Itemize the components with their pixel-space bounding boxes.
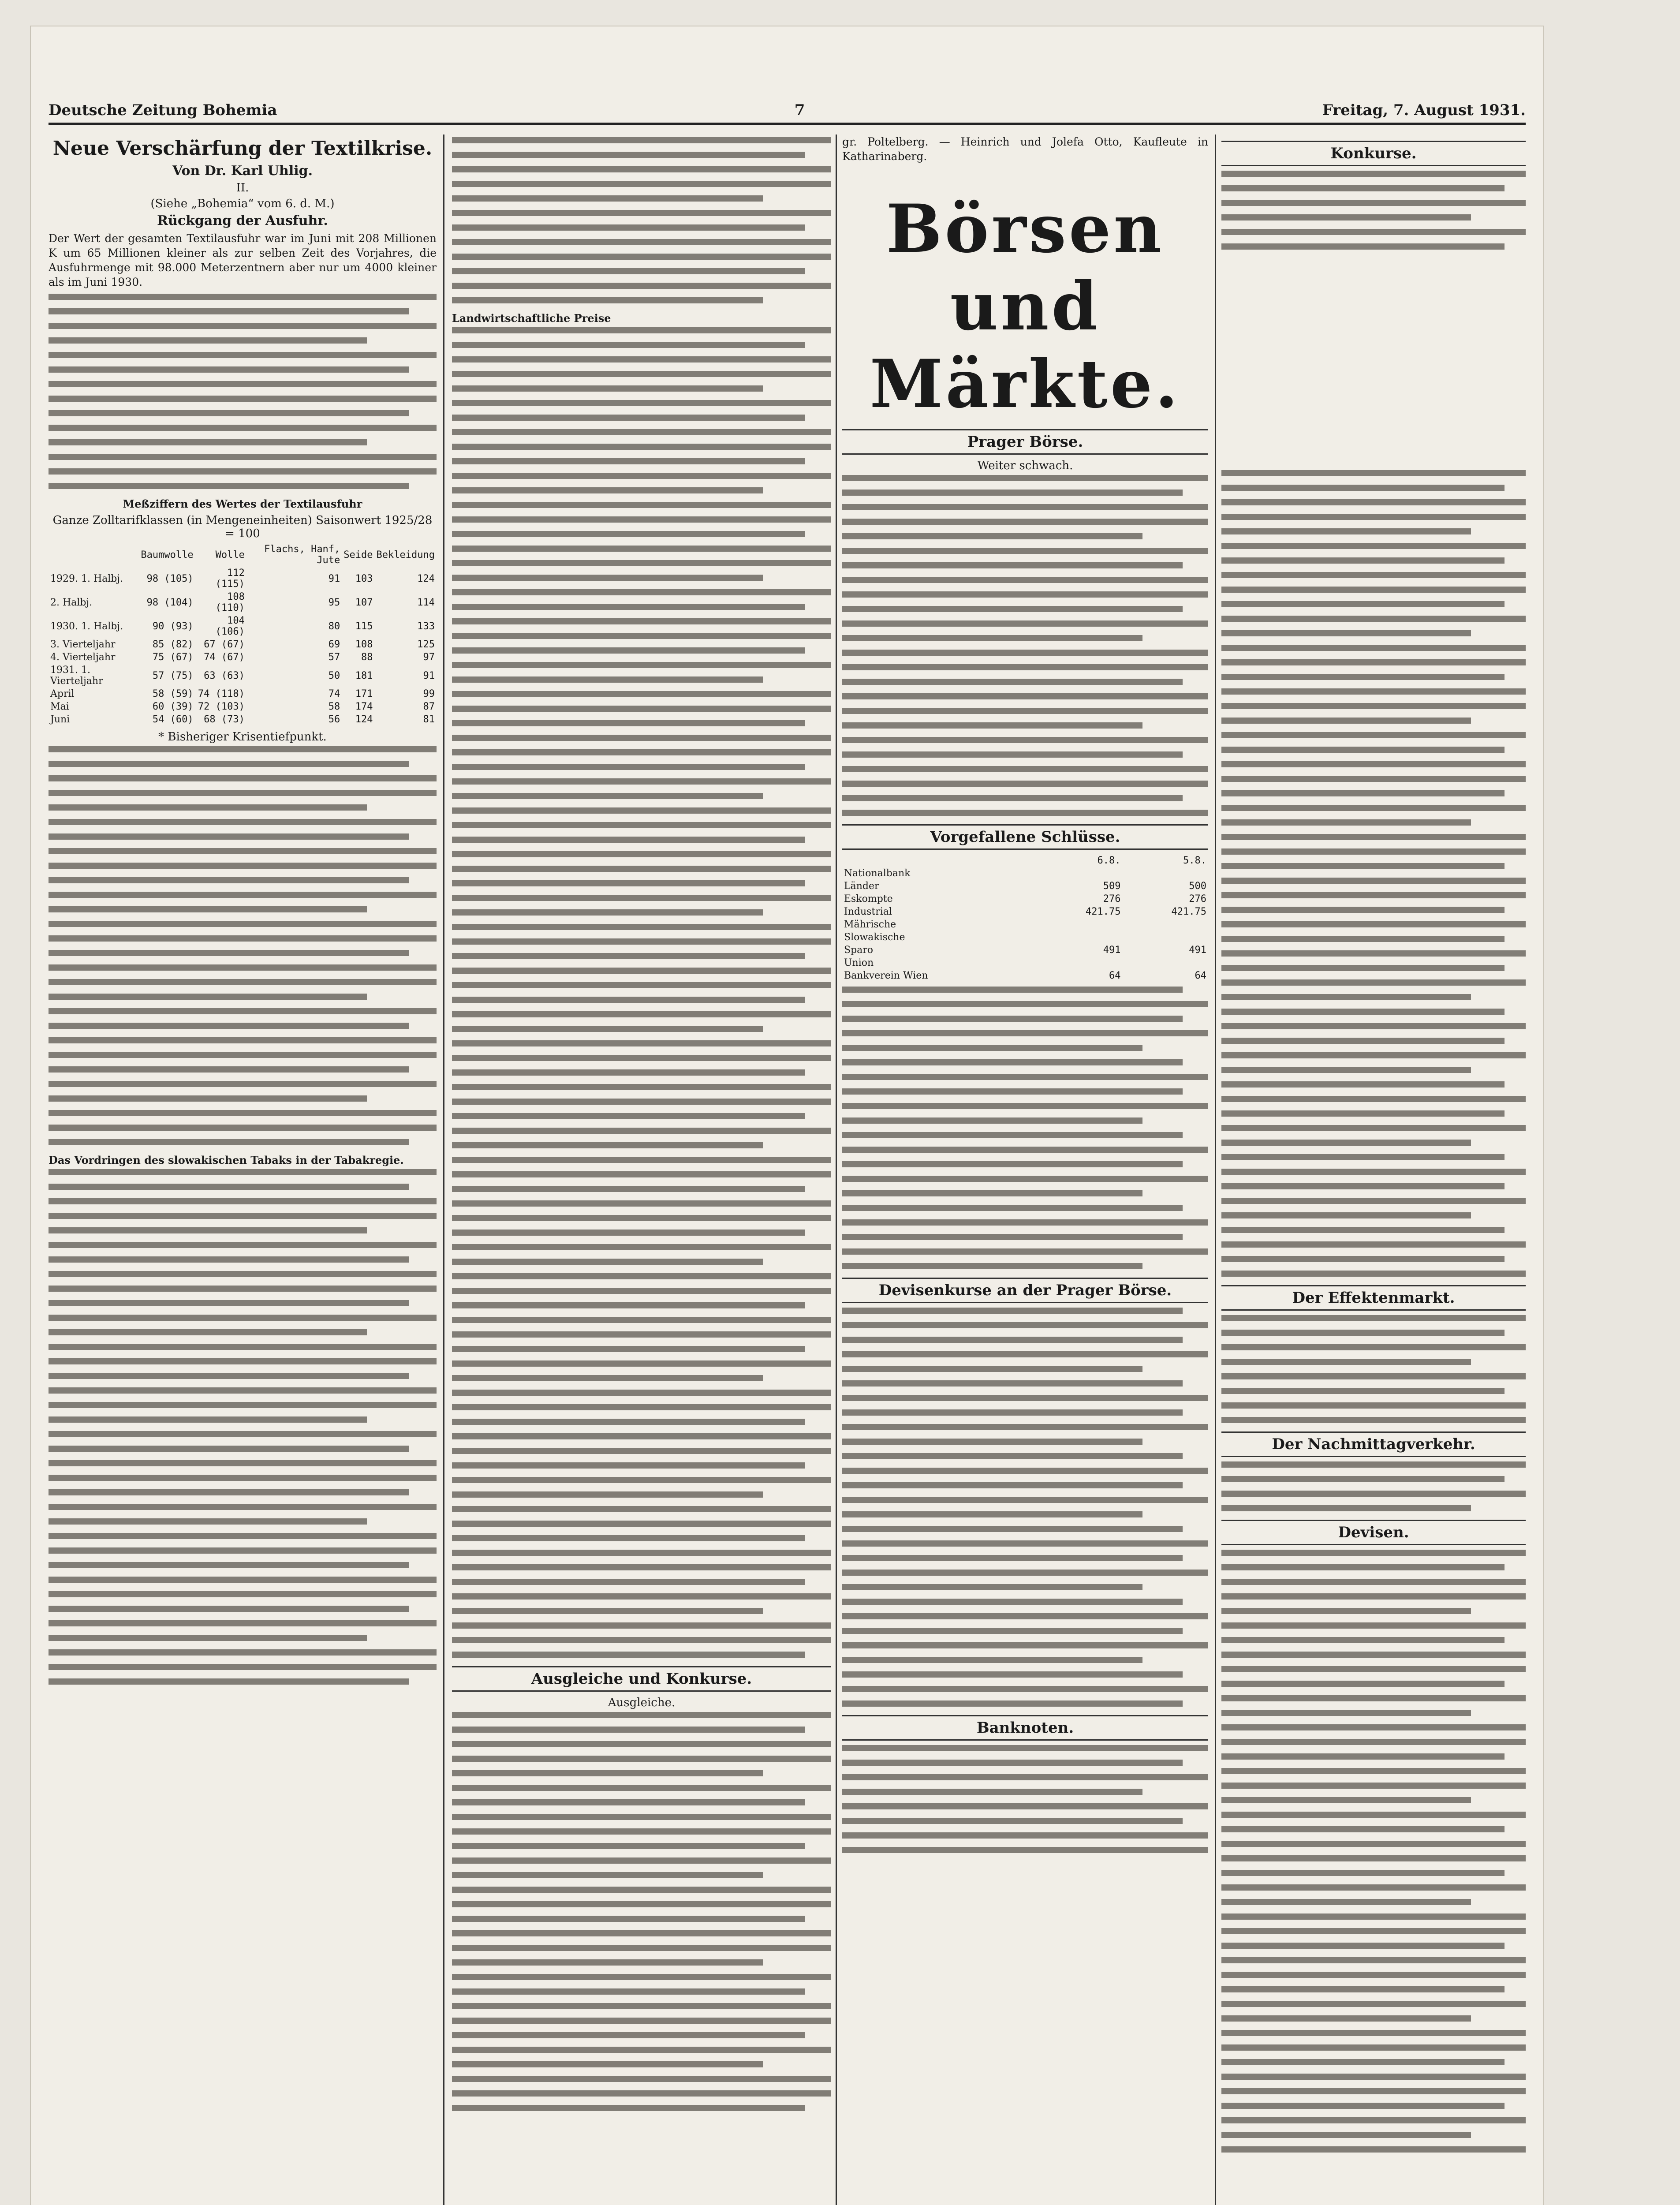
article-body-lines: [49, 746, 437, 1145]
section-heading: Landwirtschaftliche Preise: [452, 312, 611, 325]
table-row: 4. Vierteljahr 75 (67) 74 (67) 57 88 97: [50, 652, 435, 663]
column-rule: [443, 135, 444, 2205]
article-body-lines: [452, 1712, 831, 2111]
section-heading: Prager Börse.: [842, 429, 1208, 455]
column-textile-crisis: [49, 135, 437, 2205]
section-heading: Ausgleiche und Konkurse.: [452, 1666, 831, 1692]
table-body-lines: [842, 987, 1208, 1269]
section-heading: Banknoten.: [842, 1715, 1208, 1741]
section-heading: Devisenkurse an der Prager Börse.: [842, 1278, 1208, 1303]
article-body-lines: [452, 137, 831, 303]
export-index-table: [49, 543, 437, 726]
column-rule: [836, 135, 837, 2205]
page-header: [49, 93, 1526, 125]
stock-table: [842, 854, 1208, 982]
table-row: Juni 54 (60) 68 (73) 56 124 81: [50, 714, 435, 725]
table-row: 1929. 1. Halbj. 98 (105) 112 (115) 91 103 124: [50, 568, 435, 590]
table-footnote: * Bisheriger Krisentiefpunkt.: [158, 730, 327, 744]
article-body-lines: [842, 475, 1208, 816]
table-col-header: Wolle: [215, 549, 245, 561]
article-title: Neue Verschärfung der Textilkrise.: [52, 137, 433, 160]
table-row: Slowakische: [844, 932, 905, 943]
section-heading: Der Nachmittagverkehr.: [1221, 1431, 1526, 1457]
article-body-lines: [1221, 470, 1526, 927]
article-note: (Siehe „Bohemia“ vom 6. d. M.): [150, 197, 335, 210]
article-part: II.: [236, 181, 249, 194]
column-rule: [1215, 135, 1216, 2205]
table-col-header: Seide: [343, 549, 373, 561]
table-row: Union: [844, 957, 874, 968]
table-col-header: Baumwolle: [141, 549, 194, 561]
article-subtitle-tobacco: Das Vordringen des slowakischen Tabaks in der Tabakregie.: [49, 1154, 404, 1166]
newspaper-page: [31, 26, 1543, 2205]
section-heading: Vorgefallene Schlüsse.: [842, 824, 1208, 850]
table-row: April 58 (59) 74 (118) 74 171 99: [50, 688, 435, 699]
table-col-header: 5.8.: [1183, 855, 1206, 866]
table-row: 2. Halbj. 98 (104) 108 (110) 95 107 114: [50, 591, 435, 613]
table-row: Bankverein Wien 64 64: [844, 970, 1206, 981]
table-row: Industrial 421.75 421.75: [844, 906, 1206, 917]
article-body-lines: [49, 1169, 437, 1685]
table-body-lines: [842, 1308, 1208, 1707]
section-subheading: Weiter schwach.: [977, 459, 1073, 472]
table-row: Eskompte 276 276: [844, 893, 1206, 904]
table-row: Mährische: [844, 919, 896, 930]
article-body-lines: [1221, 1315, 1526, 1423]
section-heading: Der Effektenmarkt.: [1221, 1285, 1526, 1311]
article-body-lines: [1221, 1461, 1526, 1511]
table-row: Sparo 491 491: [844, 945, 1206, 956]
table-row: 1930. 1. Halbj. 90 (93) 104 (106) 80 115 133: [50, 615, 435, 637]
issue-date: Freitag, 7. August 1931.: [1322, 101, 1526, 119]
article-body-lines: [1221, 1550, 1526, 2153]
column-economy-news: [452, 135, 831, 2205]
section-subheading: Ausgleiche.: [608, 1696, 676, 1709]
top-note: gr. Poltelberg. — Heinrich und Jolefa Otto, Kaufleute in Katharinaberg.: [842, 135, 1208, 163]
article-byline: Von Dr. Karl Uhlig.: [172, 163, 313, 179]
article-body-lines: [452, 327, 831, 1658]
article-paragraph: Der Wert der gesamten Textilausfuhr war im Juni mit 208 Millionen K um 65 Millionen kleiner als zur selben Zeit des Vorjahres, die Ausfuhrmenge mit 98.000 Meterzentnern aber nur um 4000 kleiner als im Juni 1930.: [49, 232, 437, 288]
article-body-lines: [842, 1745, 1208, 1853]
article-subtitle: Rückgang der Ausfuhr.: [157, 213, 328, 228]
table-col-header: 6.8.: [1097, 855, 1121, 866]
table-row: Nationalbank: [844, 868, 911, 879]
table-title: Meßziffern des Wertes der Textilausfuhr: [123, 497, 362, 510]
column-bankruptcies-devisen: [1221, 135, 1526, 2205]
table-body-lines: [1221, 936, 1526, 1277]
table-col-header: Flachs, Hanf, Jute: [264, 544, 340, 566]
table-col-header: Bekleidung: [376, 549, 435, 561]
section-heading: Konkurse.: [1221, 141, 1526, 166]
article-body-lines: [1221, 171, 1526, 250]
markets-title: Börsen und Märkte.: [870, 190, 1181, 423]
table-row: 3. Vierteljahr 85 (82) 67 (67) 69 108 125: [50, 639, 435, 650]
table-row: Länder 509 500: [844, 881, 1206, 892]
newspaper-name: Deutsche Zeitung Bohemia: [49, 101, 277, 119]
table-row: Mai 60 (39) 72 (103) 58 174 87: [50, 701, 435, 712]
table-subtitle: Ganze Zolltarifklassen (in Mengeneinheiten) Saisonwert 1925/28 = 100: [52, 514, 433, 540]
column-markets: [842, 135, 1208, 2205]
page-number-top: 7: [794, 101, 805, 119]
article-body-lines: [49, 294, 437, 489]
section-heading: Devisen.: [1221, 1520, 1526, 1545]
table-row: 1931. 1. Vierteljahr 57 (75) 63 (63) 50 181 91: [50, 665, 435, 687]
